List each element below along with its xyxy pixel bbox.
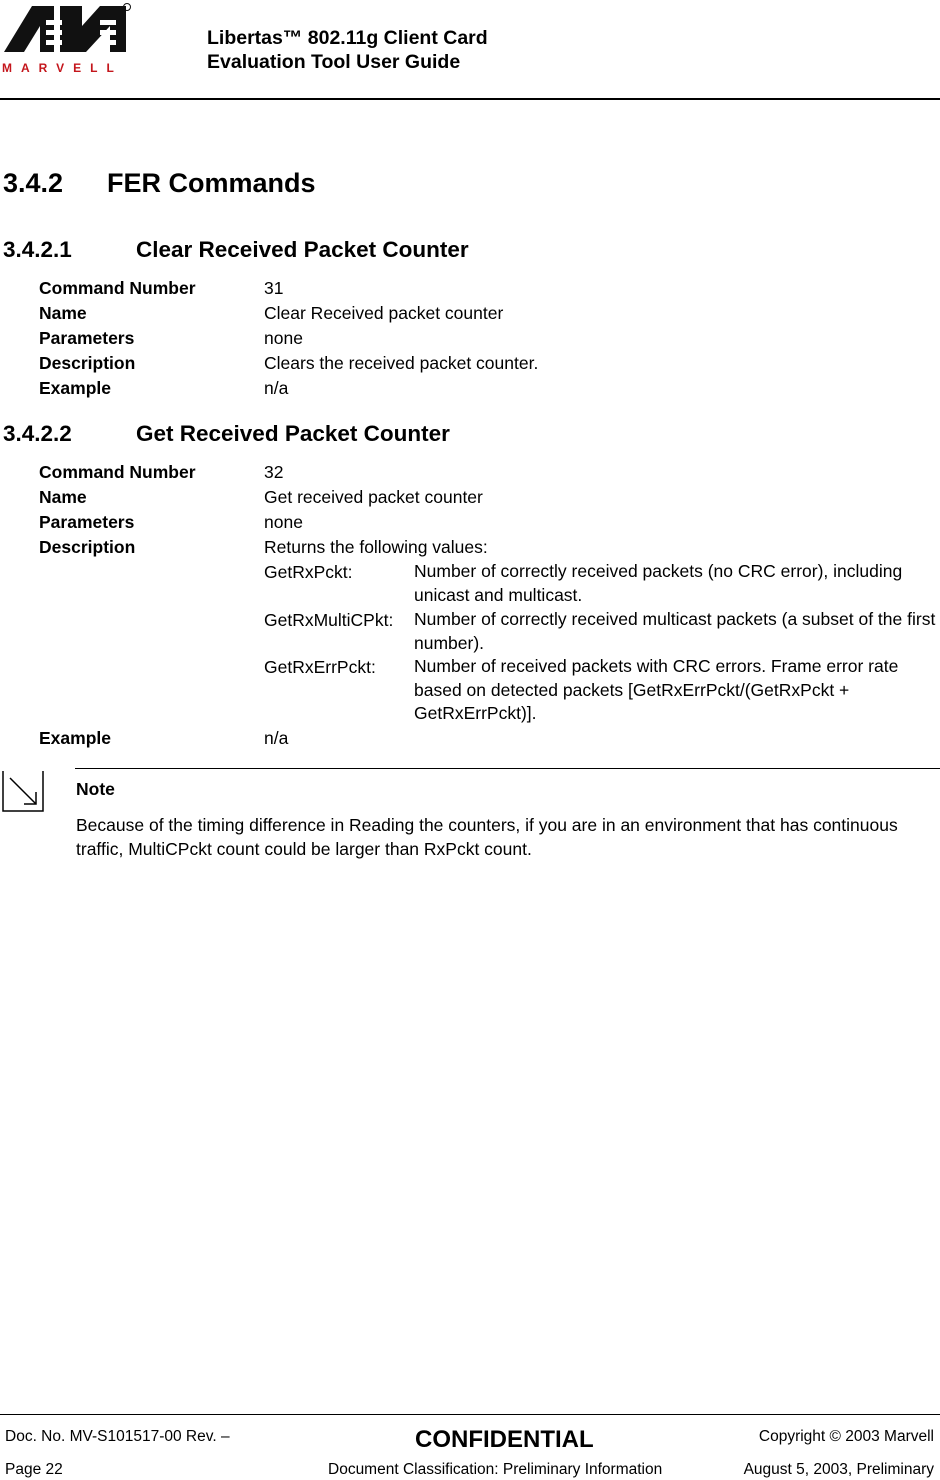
section-heading (3, 168, 316, 199)
name-label: Name (39, 303, 87, 323)
svg-text:MARVELL: MARVELL (2, 61, 123, 75)
note-divider (75, 768, 940, 769)
example-value: n/a (264, 728, 289, 748)
subsection-number: 3.4.2.2 (3, 421, 72, 446)
parameters-value: none (264, 512, 303, 532)
subsection-number: 3.4.2.1 (3, 237, 72, 262)
section-title: FER Commands (107, 168, 316, 198)
document-date: August 5, 2003, Preliminary (743, 1461, 934, 1478)
confidential-label: CONFIDENTIAL (415, 1426, 594, 1453)
return-value-key: GetRxPckt: (264, 562, 353, 582)
description-label: Description (39, 537, 136, 557)
note-title: Note (76, 779, 115, 799)
footer-divider (0, 1414, 940, 1415)
doc-number: Doc. No. MV-S101517-00 Rev. – (5, 1428, 230, 1445)
parameters-label: Parameters (39, 512, 135, 532)
subsection-heading (3, 421, 450, 447)
return-value-description: Number of correctly received packets (no CRC error), including unicast and multicast. (414, 561, 903, 605)
note-icon (2, 770, 44, 812)
name-value: Get received packet counter (264, 487, 483, 507)
document-title-line-2: Evaluation Tool User Guide (207, 51, 461, 73)
header-divider (0, 98, 940, 100)
command-number-value: 31 (264, 278, 284, 298)
note-body: Because of the timing difference in Reading the counters, if you are in an environment that has continuous traffic, MultiCPckt count could be larger than RxPckt count. (76, 815, 898, 859)
command-number-label: Command Number (39, 462, 196, 482)
document-title-line-1: Libertas™ 802.11g Client Card (207, 27, 488, 49)
subsection-heading (3, 237, 469, 263)
parameters-label: Parameters (39, 328, 135, 348)
description-label: Description (39, 353, 136, 373)
command-number-value: 32 (264, 462, 284, 482)
page-number: Page 22 (5, 1461, 63, 1478)
return-value-key: GetRxMultiCPkt: (264, 610, 394, 630)
command-number-label: Command Number (39, 278, 196, 298)
example-label: Example (39, 378, 111, 398)
marvell-logo (2, 2, 137, 76)
example-label: Example (39, 728, 111, 748)
name-label: Name (39, 487, 87, 507)
return-value-description: Number of correctly received multicast packets (a subset of the first number). (414, 609, 936, 653)
section-number: 3.4.2 (3, 168, 64, 198)
document-classification: Document Classification: Preliminary Information (328, 1461, 663, 1478)
subsection-title: Get Received Packet Counter (136, 421, 450, 446)
parameters-value: none (264, 328, 303, 348)
return-value-description: Number of received packets with CRC errors. Frame error rate based on detected packets [GetRxErrPckt/(GetRxPckt + GetRxErrPckt)]. (414, 656, 899, 723)
name-value: Clear Received packet counter (264, 303, 504, 323)
description-value: Returns the following values: (264, 537, 488, 557)
copyright: Copyright © 2003 Marvell (758, 1428, 934, 1445)
description-value: Clears the received packet counter. (264, 353, 539, 373)
subsection-title: Clear Received Packet Counter (136, 237, 469, 262)
example-value: n/a (264, 378, 289, 398)
return-value-key: GetRxErrPckt: (264, 657, 376, 677)
